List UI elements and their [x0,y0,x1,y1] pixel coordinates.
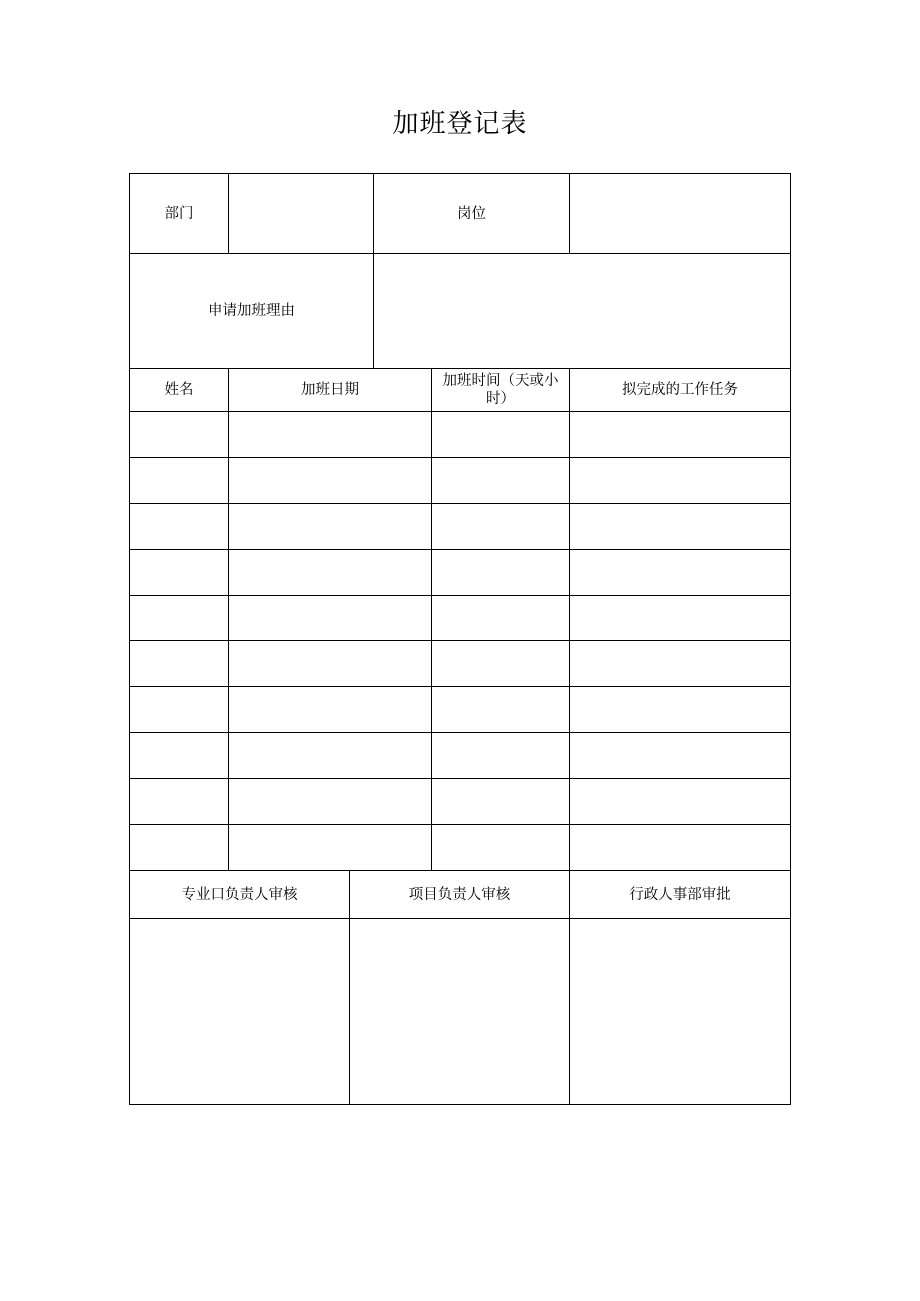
date-cell[interactable] [229,550,431,595]
task-cell[interactable] [570,825,790,870]
name-cell[interactable] [130,825,228,870]
duration-cell[interactable] [432,412,569,457]
name-cell[interactable] [130,504,228,549]
form-title: 加班登记表 [392,109,528,139]
name-cell[interactable] [130,596,228,640]
task-cell[interactable] [570,504,790,549]
date-cell[interactable] [229,458,431,503]
reason-label: 申请加班理由 [208,303,295,319]
date-cell[interactable] [229,687,431,732]
duration-cell[interactable] [432,825,569,870]
department-label: 部门 [164,205,194,222]
date-cell[interactable] [229,504,431,549]
date-cell[interactable] [229,733,431,778]
approval-field-specialty[interactable] [130,919,349,1104]
header-duration: 加班时间（天或小时） [442,373,559,407]
approval-field-project[interactable] [350,919,569,1104]
name-cell[interactable] [130,687,228,732]
approval-header-project: 项目负责人审核 [408,886,511,903]
date-cell[interactable] [229,825,431,870]
date-cell[interactable] [229,779,431,824]
name-cell[interactable] [130,779,228,824]
task-cell[interactable] [570,550,790,595]
task-cell[interactable] [570,687,790,732]
date-cell[interactable] [229,412,431,457]
table-border-bottom [129,1104,791,1105]
header-task: 拟完成的工作任务 [622,382,738,398]
name-cell[interactable] [130,733,228,778]
reason-field[interactable] [374,254,790,368]
name-cell[interactable] [130,412,228,457]
duration-cell[interactable] [432,779,569,824]
duration-cell[interactable] [432,458,569,503]
task-cell[interactable] [570,733,790,778]
approval-header-specialty: 专业口负责人审核 [181,886,298,903]
approval-header-hr: 行政人事部审批 [629,886,731,903]
duration-cell[interactable] [432,687,569,732]
duration-cell[interactable] [432,733,569,778]
duration-cell[interactable] [432,504,569,549]
header-name: 姓名 [164,382,194,398]
duration-cell[interactable] [432,550,569,595]
post-field[interactable] [570,174,790,253]
table-border-right [790,173,791,1105]
name-cell[interactable] [130,458,228,503]
header-date: 加班日期 [301,382,359,398]
task-cell[interactable] [570,596,790,640]
department-field[interactable] [229,174,373,253]
name-cell[interactable] [130,550,228,595]
task-cell[interactable] [570,412,790,457]
duration-cell[interactable] [432,641,569,686]
post-label: 岗位 [457,205,486,222]
task-cell[interactable] [570,458,790,503]
duration-cell[interactable] [432,596,569,640]
date-cell[interactable] [229,641,431,686]
task-cell[interactable] [570,779,790,824]
approval-field-hr[interactable] [570,919,790,1104]
name-cell[interactable] [130,641,228,686]
task-cell[interactable] [570,641,790,686]
date-cell[interactable] [229,596,431,640]
